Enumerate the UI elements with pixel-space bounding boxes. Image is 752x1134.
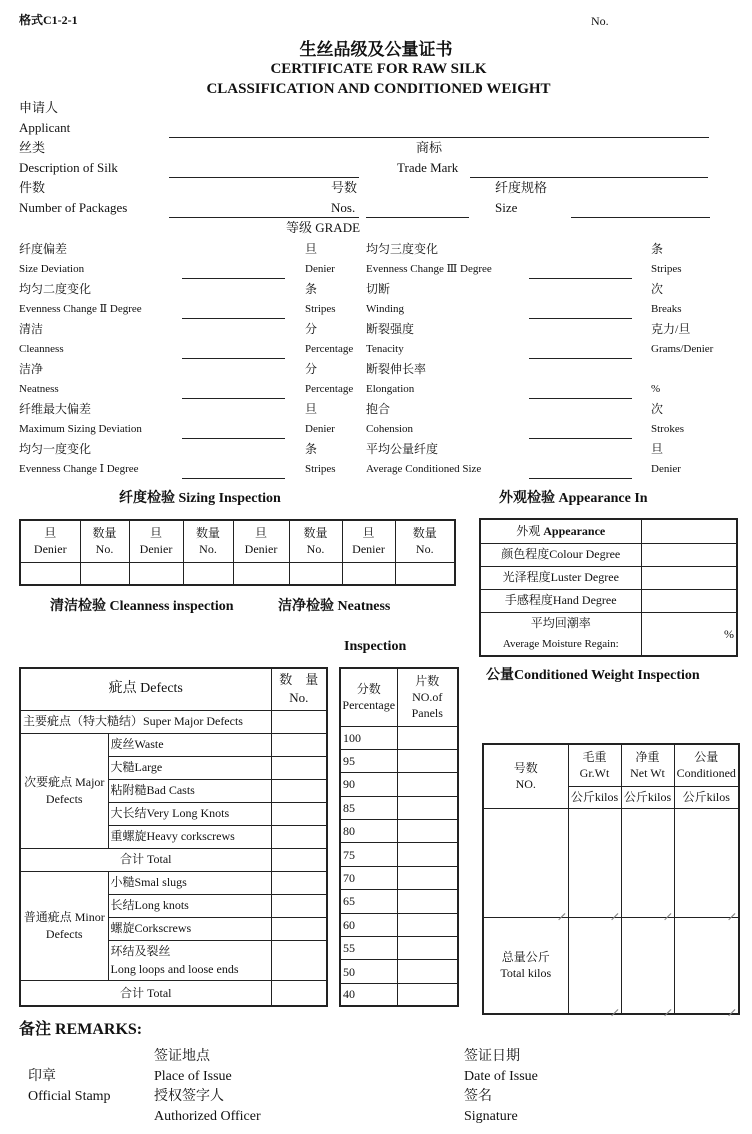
neatness-score: 100 [340,726,397,749]
defects-qty-cell[interactable] [271,980,327,1006]
grade-item-field[interactable] [182,278,285,279]
neatness-score: 50 [340,960,397,983]
appearance-header: 外观 Appearance [480,519,641,543]
signature-label-en: Signature [464,1109,518,1124]
sizing-cell[interactable] [183,562,233,585]
defect-item: 小糙Smal slugs [108,871,271,894]
weight-unit: 公斤kilos [674,786,739,808]
applicant-label-en: Applicant [19,120,71,135]
defects-header: 疵点 Defects [20,668,271,710]
grade-item-cn: 均匀二度变化 [19,282,92,296]
grade-unit-en: Denier [305,423,335,435]
grade-unit-cn: 次 [651,402,664,416]
packages-label-cn: 件数 [19,180,46,195]
signature-label-cn: 签名 [464,1089,492,1104]
weight-net-header: 净重 Net Wt [621,744,674,786]
neatness-score: 80 [340,820,397,843]
defects-qty-header: 数 量 No. [271,668,327,710]
defects-qty-cell[interactable] [271,894,327,917]
certificate-no-label: No. [591,14,609,28]
date-label-en: Date of Issue [464,1069,538,1084]
neatness-score: 85 [340,796,397,819]
grade-item-cn: 切断 [366,282,391,296]
grade-item-field[interactable] [182,358,285,359]
defects-qty-cell[interactable] [271,848,327,871]
grade-unit-cn: 分 [305,322,318,336]
sizing-cell[interactable] [80,562,129,585]
neatness-panels-cell[interactable] [397,890,458,913]
grade-unit-en: Stripes [305,463,336,475]
defect-item: 大糙Large [108,756,271,779]
defects-table [19,667,328,1007]
grade-unit-cn: 条 [651,242,664,256]
grade-item-en: Average Conditioned Size [366,463,482,475]
grade-item-en: Evenness Change Ⅲ Degree [366,263,492,275]
silk-field[interactable] [169,177,359,178]
grade-item-field[interactable] [529,358,632,359]
trademark-label-en: Trade Mark [397,160,459,175]
weight-no-input[interactable] [483,808,568,917]
neatness-panels-cell[interactable] [397,983,458,1006]
weight-table [482,743,740,1015]
weight-unit: 公斤kilos [621,786,674,808]
grade-unit-en: Strokes [651,423,684,435]
grade-item-cn: 清洁 [19,322,44,336]
defect-item: 长结Long knots [108,894,271,917]
sizing-cell[interactable] [342,562,395,585]
resize-handle-icon[interactable] [611,1003,618,1010]
stamp-label-cn: 印章 [28,1069,56,1084]
total-net-input[interactable] [621,917,674,1014]
applicant-label-cn: 申请人 [19,100,59,115]
grade-item-cn: 平均公量纤度 [366,442,439,456]
place-label-cn: 签证地点 [154,1049,210,1064]
sizing-header-denier: 旦 Denier [129,520,183,562]
neatness-panels-cell[interactable] [397,843,458,866]
sizing-header-no: 数量 No. [80,520,129,562]
appearance-inspection-title: 外观检验 Appearance In [499,491,648,506]
neatness-inspection-title-2: Inspection [344,639,407,654]
grade-unit-en: Denier [651,463,681,475]
sizing-table [19,519,456,586]
neatness-percentage-header: 分数 Percentage [340,668,397,726]
grade-item-field[interactable] [529,398,632,399]
neatness-panels-cell[interactable] [397,937,458,960]
sizing-header-denier: 旦 Denier [342,520,395,562]
resize-handle-icon[interactable] [728,907,735,914]
resize-handle-icon[interactable] [664,907,671,914]
sizing-header-denier: 旦 Denier [233,520,289,562]
grade-unit-cn: 条 [305,442,318,456]
grade-item-cn: 纤度偏差 [19,242,68,256]
grade-item-en: Maximum Sizing Deviation [19,423,142,435]
neatness-table [339,667,459,1007]
sizing-cell[interactable] [289,562,342,585]
moisture-label: 平均回潮率 Average Moisture Regain: [480,612,641,656]
defect-item: 环结及裂丝 Long loops and loose ends [108,940,271,980]
defects-qty-cell[interactable] [271,871,327,894]
weight-conditioned-header: 公量 Conditioned [674,744,739,786]
grade-item-field[interactable] [182,438,285,439]
defect-item: 大长结Very Long Knots [108,802,271,825]
title-english-1: CERTIFICATE FOR RAW SILK [270,61,487,77]
neatness-score: 60 [340,913,397,936]
neatness-panels-cell[interactable] [397,726,458,749]
size-field[interactable] [571,217,710,218]
cleanness-inspection-title: 清洁检验 Cleanness inspection [50,599,234,614]
major-total-label: 合计 Total [20,848,271,871]
weight-gross-header: 毛重 Gr.Wt [568,744,621,786]
size-label-cn: 纤度规格 [495,180,548,195]
place-label-en: Place of Issue [154,1069,232,1084]
grade-unit-cn: 条 [305,282,318,296]
grade-item-cn: 均匀三度变化 [366,242,439,256]
grade-unit-en: Grams/Denier [651,343,714,355]
grade-item-en: Elongation [366,383,415,395]
neatness-score: 95 [340,749,397,772]
neatness-panels-cell[interactable] [397,960,458,983]
resize-handle-icon[interactable] [611,907,618,914]
grade-item-en: Cohension [366,423,414,435]
appearance-row-label: 颜色程度Colour Degree [480,543,641,566]
sizing-cell[interactable] [129,562,183,585]
neatness-panels-header: 片数 NO.of Panels [397,668,458,726]
sizing-header-no: 数量 No. [289,520,342,562]
date-label-cn: 签证日期 [464,1049,520,1064]
grade-item-en: Evenness Change Ⅱ Degree [19,303,142,315]
trademark-field[interactable] [470,177,708,178]
defects-qty-cell[interactable] [271,940,327,980]
moisture-cell[interactable] [641,612,737,656]
grade-item-field[interactable] [529,478,632,479]
neatness-score: 40 [340,983,397,1006]
grade-unit-cn: 旦 [305,242,318,256]
neatness-score: 55 [340,937,397,960]
neatness-score: 75 [340,843,397,866]
weight-no-header: 号数 NO. [483,744,568,808]
grade-item-cn: 均匀一度变化 [19,442,92,456]
weight-net-input[interactable] [621,808,674,917]
title-english-2: CLASSIFICATION AND CONDITIONED WEIGHT [206,81,551,97]
total-conditioned-input[interactable] [674,917,739,1014]
weight-conditioned-input[interactable] [674,808,739,917]
grade-item-en: Cleanness [19,343,64,355]
grade-item-field[interactable] [529,318,632,319]
grade-heading: 等级 GRADE [286,220,361,235]
sizing-cell[interactable] [20,562,80,585]
grade-item-field[interactable] [529,438,632,439]
stamp-label-en: Official Stamp [28,1089,111,1104]
resize-handle-icon[interactable] [558,907,565,914]
weight-unit: 公斤kilos [568,786,621,808]
defect-item: 粘附糙Bad Casts [108,779,271,802]
grade-item-cn: 抱合 [366,402,391,416]
grade-item-en: Evenness Change Ⅰ Degree [19,463,139,475]
neatness-panels-cell[interactable] [397,749,458,772]
grade-item-en: Tenacity [366,343,404,355]
grade-unit-cn: 旦 [305,402,318,416]
sizing-cell[interactable] [233,562,289,585]
grade-unit-en: % [651,383,661,395]
appearance-cell[interactable] [641,519,737,543]
sizing-header-no: 数量 No. [395,520,455,562]
moisture-unit: % [724,626,734,641]
nos-field[interactable] [366,217,469,218]
applicant-field[interactable] [169,137,709,138]
super-major-defects-label: 主要疵点（特大糙结）Super Major Defects [20,710,271,733]
defect-item: 废丝Waste [108,733,271,756]
grade-unit-en: Percentage [305,383,354,395]
grade-item-en: Size Deviation [19,263,85,275]
grade-unit-cn: 旦 [651,442,664,456]
appearance-row-label: 光泽程度Luster Degree [480,566,641,589]
appearance-cell[interactable] [641,566,737,589]
defects-qty-cell[interactable] [271,802,327,825]
neatness-panels-cell[interactable] [397,820,458,843]
remarks-heading: 备注 REMARKS: [19,1021,143,1038]
title-chinese: 生丝品级及公量证书 [299,40,453,59]
nos-label-cn: 号数 [331,180,358,195]
grade-item-field[interactable] [182,398,285,399]
sizing-inspection-title: 纤度检验 Sizing Inspection [119,491,281,506]
grade-unit-cn: 次 [651,282,664,296]
grade-item-field[interactable] [182,318,285,319]
appearance-cell[interactable] [641,589,737,612]
grade-item-cn: 洁净 [19,362,44,376]
defects-qty-cell[interactable] [271,756,327,779]
defect-item: 螺旋Corkscrews [108,917,271,940]
packages-field[interactable] [169,217,359,218]
appearance-cell[interactable] [641,543,737,566]
defects-qty-cell[interactable] [271,825,327,848]
officer-label-cn: 授权签字人 [154,1089,224,1104]
grade-item-cn: 纤维最大偏差 [19,402,92,416]
grade-item-field[interactable] [182,478,285,479]
defects-qty-cell[interactable] [271,917,327,940]
trademark-label-cn: 商标 [416,140,443,155]
grade-unit-cn: 克力/旦 [651,322,691,336]
weight-gross-input[interactable] [568,808,621,917]
defects-qty-cell[interactable] [271,779,327,802]
appearance-table [479,518,738,657]
appearance-row-label: 手感程度Hand Degree [480,589,641,612]
officer-label-en: Authorized Officer [154,1109,261,1124]
grade-unit-cn: 分 [305,362,318,376]
major-defects-label: 次要疵点 Major Defects [20,733,108,848]
sizing-cell[interactable] [395,562,455,585]
sizing-header-denier: 旦 Denier [20,520,80,562]
conditioned-weight-title: 公量Conditioned Weight Inspection [486,668,700,683]
grade-unit-en: Denier [305,263,335,275]
sizing-header-no: 数量 No. [183,520,233,562]
defects-qty-cell[interactable] [271,710,327,733]
neatness-inspection-title: 洁净检验 Neatness [278,599,391,614]
grade-unit-en: Stripes [305,303,336,315]
packages-label-en: Number of Packages [19,200,128,215]
grade-item-en: Winding [366,303,405,315]
grade-item-cn: 断裂强度 [366,322,415,336]
silk-label-cn: 丝类 [19,140,46,155]
resize-handle-icon[interactable] [728,1003,735,1010]
neatness-score: 90 [340,773,397,796]
neatness-panels-cell[interactable] [397,866,458,889]
neatness-panels-cell[interactable] [397,796,458,819]
minor-total-label: 合计 Total [20,980,271,1006]
defect-item: 重螺旋Heavy corkscrews [108,825,271,848]
grade-unit-en: Breaks [651,303,682,315]
grade-unit-en: Stripes [651,263,682,275]
grade-item-cn: 断裂伸长率 [366,362,427,376]
minor-defects-label: 普通疵点 Minor Defects [20,871,108,980]
format-code: 格式C1-2-1 [19,13,78,27]
grade-item-en: Neatness [19,383,59,395]
total-gross-input[interactable] [568,917,621,1014]
neatness-panels-cell[interactable] [397,913,458,936]
silk-label-en: Description of Silk [19,160,118,175]
grade-unit-en: Percentage [305,343,354,355]
neatness-panels-cell[interactable] [397,773,458,796]
size-label-en: Size [495,200,518,215]
resize-handle-icon[interactable] [664,1003,671,1010]
nos-label-en: Nos. [331,200,356,215]
neatness-score: 70 [340,866,397,889]
total-kilos-label: 总量公斤 Total kilos [483,917,568,1014]
grade-item-field[interactable] [529,278,632,279]
neatness-score: 65 [340,890,397,913]
defects-qty-cell[interactable] [271,733,327,756]
